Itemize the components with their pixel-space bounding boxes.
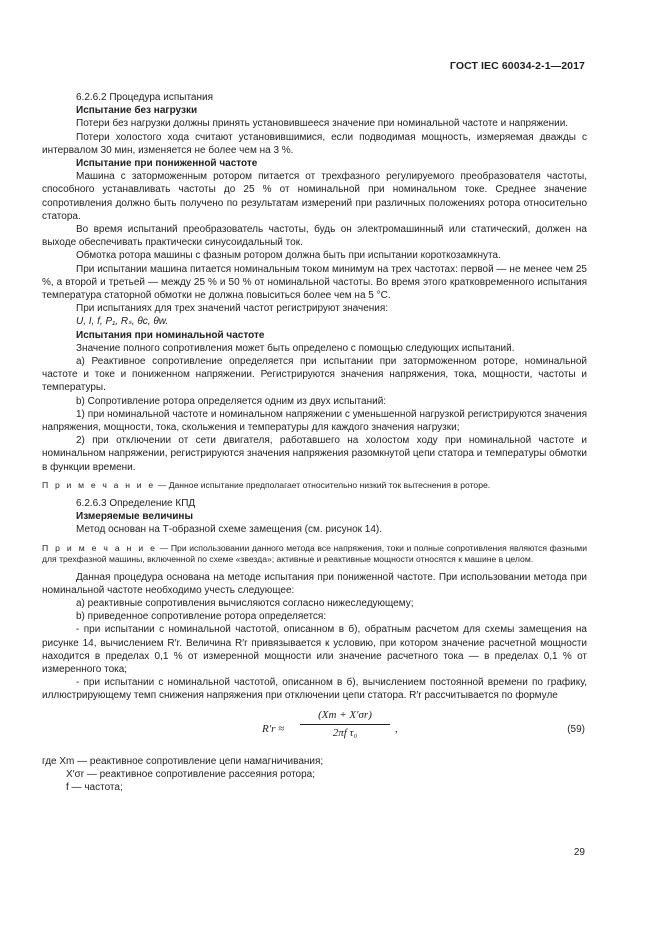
equation-number: (59) xyxy=(567,723,585,735)
paragraph: Испытание при пониженной частоте xyxy=(76,158,258,170)
note-2 xyxy=(42,543,587,565)
paragraph: b) приведенное сопротивление ротора определяется: xyxy=(76,611,327,623)
paragraph: Потери без нагрузки должны принять установившееся значение при номинальной частоте и напряжении. xyxy=(76,118,569,130)
text-section-3 xyxy=(42,571,587,703)
note-text: — При использовании данного метода все напряжения, токи и полные сопротивления являются фазными для трехфазной машины, включенной по схеме «звезда»; активные и реактивные мощности относятся к машине в целом. xyxy=(42,542,587,564)
paragraph: 6.2.6.3 Определение КПД xyxy=(76,497,196,509)
page-number: 29 xyxy=(573,847,585,858)
paragraph: - при испытании с номинальной частотой, описанном в б), обратным расчетом для схемы замещения на рисунке 14, вычислением R′r. Величина R′r привязывается к условию, при котором значение расчетной мощности находится в пределах 0,1 % от измеренной мощности или значение расчетного тока — в пределах 0,1 % от измеренного тока; xyxy=(42,624,587,675)
note-text: — Данное испытание предполагает относительно низкий ток вытеснения в роторе. xyxy=(155,479,491,490)
paragraph: b) Сопротивление ротора определяется одним из двух испытаний: xyxy=(76,395,387,407)
note-1 xyxy=(42,480,587,491)
paragraph: a) Реактивное сопротивление определяется при испытании при заторможенном роторе, номинальной частоте и токе и пониженном напряжении. Регистрируются значения напряжения, тока, мощности, частоты и температуры. xyxy=(42,356,587,394)
note-label: П р и м е ч а н и е xyxy=(42,479,156,490)
text-section-1 xyxy=(42,91,587,474)
paragraph: 1) при номинальной частоте и номинальном напряжении с уменьшенной нагрузкой регистрируются значения напряжения, мощности, тока, скольжения и температуры для каждого значения нагрузки; xyxy=(42,408,587,434)
paragraph: Данная процедура основана на методе испытания при пониженной частоте. При использовании метода при номинальной частоте необходимо учесть следующее: xyxy=(42,571,587,596)
formula-denominator: 2πf τ₀ xyxy=(332,726,358,739)
paragraph: Во время испытаний преобразователь частоты, будь он электромашинный или статический, должен на выходе обеспечивать практически синусоидальный ток. xyxy=(42,224,587,249)
paragraph: Испытание без нагрузки xyxy=(76,105,198,117)
formula-fraction xyxy=(300,709,390,740)
paragraph: Обмотка ротора машины с фазным ротором должна быть при испытании короткозамкнута. xyxy=(76,250,501,262)
paragraph: - при испытании с номинальной частотой, описанном в б), вычислением постоянной времени по графику, иллюстрирующему темп снижения напряжения при отключении цепи статора. R′r рассчитывается по формуле xyxy=(42,677,587,702)
paragraph: Измеряемые величины xyxy=(76,511,193,523)
formula-lhs: R′r ≈ xyxy=(262,722,285,735)
paragraph: 6.2.6.2 Процедура испытания xyxy=(76,92,213,103)
paragraph: U, I, f, P₁, Rₛ, θc, θw. xyxy=(76,316,169,328)
paragraph: Машина с заторможенным ротором питается от трехфазного регулируемого преобразователя частоты, способного устанавливать частоты до 25 % от номинальной при номинальном токе. Среднее значение сопротивления должно быть получено по результатам измерений при различных положениях ротора относительно статора. xyxy=(42,171,587,222)
definition-line: X′σr — реактивное сопротивление рассеяния ротора; xyxy=(66,768,315,780)
paragraph: Потери холостого хода считают установившимися, если подводимая мощность, измеряемая дважды с интервалом 30 мин, изменяется не более чем на 3 %. xyxy=(42,131,587,156)
paragraph: Метод основан на Т-образной схеме замещения (см. рисунок 14). xyxy=(76,524,383,536)
formula-numerator: (Xm + X′σr) xyxy=(300,709,390,725)
formula-comma: , xyxy=(395,722,398,735)
definition-line: f — частота; xyxy=(66,781,123,793)
paragraph: a) реактивные сопротивления вычисляются согласно нижеследующему; xyxy=(76,597,414,609)
formula-59 xyxy=(42,709,587,753)
standard-header: ГОСТ IEC 60034-2-1—2017 xyxy=(449,60,585,72)
paragraph: Испытания при номинальной частоте xyxy=(76,329,265,341)
text-section-2 xyxy=(42,497,587,537)
definition-line: где Xm — реактивное сопротивление цепи намагничивания; xyxy=(42,755,324,767)
where-list xyxy=(42,755,587,795)
paragraph: При испытаниях для трех значений частот регистрируют значения: xyxy=(76,303,389,315)
paragraph: Значение полного сопротивления может быть определено с помощью следующих испытаний. xyxy=(76,342,515,354)
paragraph: 2) при отключении от сети двигателя, работавшего на холостом ходу при номинальной частоте и номинальном напряжении, регистрируются значения напряжения разомкнутой цепи статора и температуры обмотки в функции времени. xyxy=(42,435,587,473)
note-label: П р и м е ч а н и е xyxy=(42,542,158,553)
paragraph: При испытании машина питается номинальным током минимум на трех частотах: первой — не менее чем 25 %, а второй и третьей — между 25 % и 50 % от номинальной частоты. Во время этого кратковременного испытания температура статорной обмотки не должна повыситься более чем на 5 °C. xyxy=(42,263,587,302)
page-content xyxy=(42,91,587,794)
